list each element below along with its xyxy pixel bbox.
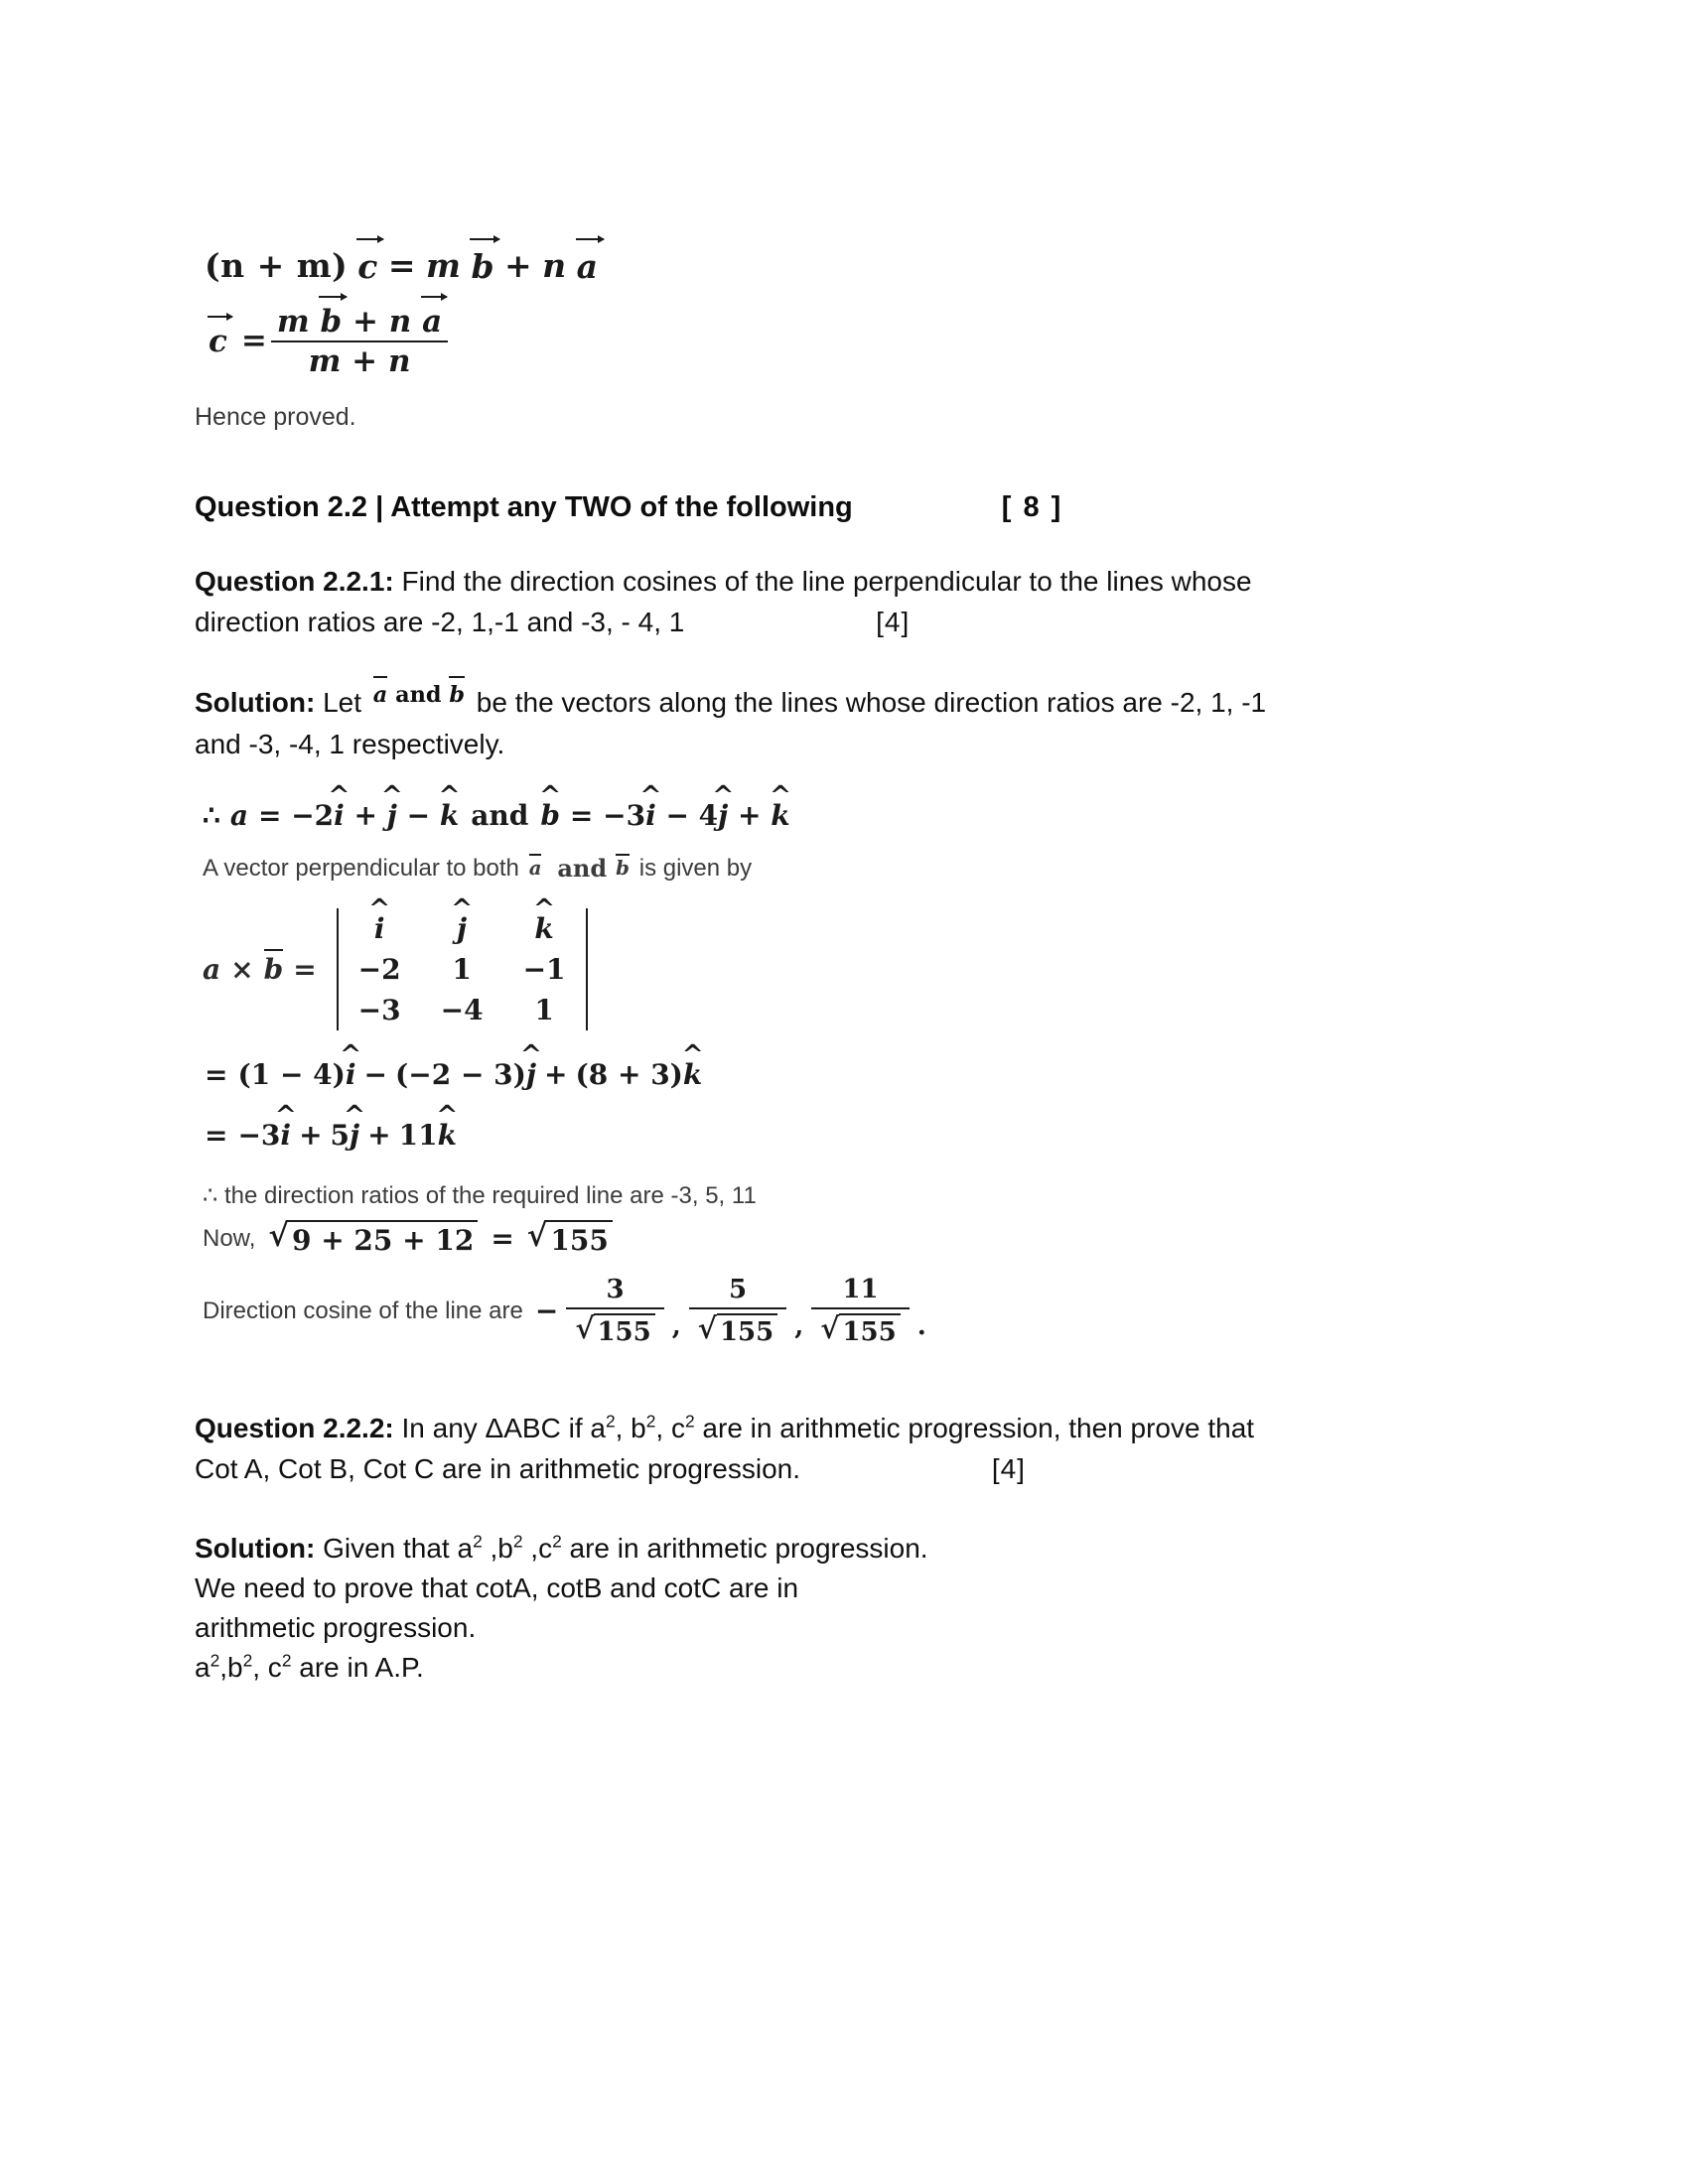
equation2-num-coeff-1: m: [276, 304, 310, 340]
equation2-num-vector-1: b: [320, 304, 343, 340]
expansion1-term2: (−2 − 3)j ^: [395, 1058, 536, 1091]
solution-intro-before: Let: [323, 687, 362, 719]
hence-proved-text: Hence proved.: [195, 403, 356, 431]
perpendicular-statement: [203, 854, 1476, 883]
det-r2-c1: −3: [357, 994, 401, 1027]
sol222-line3: arithmetic progression.: [195, 1611, 477, 1643]
question-2-2-1-block: [195, 562, 1476, 642]
equation2-num-coeff-2: n: [388, 304, 412, 340]
sol222-line4-d: are in A.P.: [291, 1651, 424, 1683]
sqrt-left: [268, 1220, 478, 1257]
question-2-2-title: Question 2.2 | Attempt any TWO of the following: [195, 491, 853, 523]
det-r1-c3: −1: [522, 953, 566, 987]
dc-num-2: 5: [728, 1275, 748, 1305]
perp-text-before: A vector perpendicular to both: [203, 854, 519, 882]
sqrt-arg: 9 + 25 + 12: [289, 1220, 478, 1257]
question-2-2-2-text-a: In any ΔABC if a: [401, 1413, 606, 1444]
sol222-line1-a: Given that a: [323, 1533, 474, 1565]
perp-vector-a: a: [528, 857, 542, 881]
sol222-line2: We need to prove that cotA, cotB and cotC are in: [195, 1572, 799, 1604]
sol222-sup-3: 2: [552, 1532, 562, 1553]
det-r2-c3: 1: [534, 994, 554, 1027]
vector-a-label: a: [229, 799, 248, 833]
equation2-num-plus: +: [352, 304, 378, 340]
equation2-fraction: [271, 305, 448, 377]
therefore-symbol: ∴: [203, 799, 220, 833]
direction-cosine-values: [535, 1275, 930, 1347]
question-2-2-1-text-line1: Find the direction cosines of the line perpendicular to the lines whose: [401, 566, 1252, 597]
sol222-line4-c: , c: [252, 1651, 282, 1683]
question-2-2-2-text-line2: Cot A, Cot B, Cot C are in arithmetic progression.: [195, 1452, 801, 1484]
expansion1-minus: −: [363, 1058, 387, 1092]
equation-proof-line-2: [209, 305, 1476, 377]
cross-product-determinant: [203, 908, 1476, 1030]
direction-cosine-text: Direction cosine of the line are: [203, 1297, 523, 1324]
cross-product-label: a × b =: [203, 953, 317, 987]
sqrt-glyph-2: √: [526, 1218, 548, 1255]
sqrt-glyph-1: √: [268, 1218, 289, 1255]
direction-ratios-result: ∴ the direction ratios of the required line are -3, 5, 11: [203, 1182, 757, 1210]
worked-solution-2-2-1: [195, 799, 1476, 1347]
perp-and: and: [557, 854, 608, 884]
question-2-2-2-text-d: are in arithmetic progression, then prove that: [694, 1413, 1255, 1444]
det-r2-c2: −4: [440, 994, 484, 1027]
sol222-line1-b: ,b: [482, 1533, 513, 1565]
dc-den-2: √ 155: [689, 1309, 786, 1347]
equation1-rhs-vector-2: a: [576, 247, 599, 286]
equation2-num-vector-2: a: [422, 304, 443, 340]
sqrt-right: [527, 1220, 613, 1257]
equation-proof-line-1: [205, 246, 1476, 286]
expansion2-j-term: 5j ^: [331, 1119, 360, 1152]
perp-text-after: is given by: [638, 854, 753, 882]
solution-2-2-2-label: Solution:: [195, 1533, 316, 1565]
question-2-2-2-marks: [4]: [991, 1452, 1026, 1484]
determinant-row-1: [339, 949, 586, 990]
expansion2-plus-2: +: [367, 1119, 391, 1153]
expansion1-term1: (1 − 4)i ^: [237, 1058, 355, 1091]
equation1-lhs-vector: c: [357, 247, 378, 286]
dc-fraction-3: [811, 1275, 909, 1347]
vector-b-value: = −3i ^ − 4j ^ + k ^: [570, 799, 790, 832]
determinant-header-row: [339, 908, 586, 949]
dc-num-1: 3: [606, 1275, 625, 1305]
direction-cosine-line: [203, 1275, 1476, 1347]
expansion-line-2: [205, 1119, 1476, 1152]
dc-fraction-2: [689, 1275, 786, 1347]
expansion1-term3: (8 + 3)k ^: [576, 1058, 703, 1091]
det-head-i: i ^: [339, 908, 421, 949]
dc-fraction-1: [566, 1275, 663, 1347]
q222-sup-a: 2: [605, 1411, 616, 1432]
expansion2-k-term: 11k ^: [399, 1119, 457, 1152]
sol222-line4-b: ,b: [219, 1651, 243, 1683]
solution-intro-line2: and -3, -4, 1 respectively.: [195, 729, 505, 760]
solution-inline-vectors: a and b: [373, 682, 465, 708]
expansion2-equals: =: [205, 1119, 228, 1153]
sqrt-expression: [265, 1220, 616, 1257]
det-r1-c1: −2: [357, 953, 401, 987]
dc-den-3: √ 155: [811, 1309, 909, 1347]
question-2-2-2-text-c: , c: [655, 1413, 685, 1444]
vector-a-value: = −2i ^ + j ^ − k ^: [258, 799, 459, 832]
q222-sup-c: 2: [684, 1411, 695, 1432]
equation1-equals: =: [387, 246, 417, 285]
det-head-k: k ^: [503, 908, 586, 949]
dc-period: .: [916, 1311, 926, 1342]
sol222-sup-4: 2: [210, 1650, 220, 1671]
question-2-2-heading: [195, 491, 1476, 524]
sol222-sup-5: 2: [242, 1650, 253, 1671]
equation2-numerator: [271, 305, 448, 341]
determinant-right-bar: [586, 908, 588, 1030]
expansion2-plus-1: +: [299, 1119, 323, 1153]
dc-den-1: √ 155: [566, 1309, 663, 1347]
question-2-2-marks: [ 8 ]: [1001, 491, 1063, 523]
vector-b-label: b ^: [540, 799, 560, 832]
equation2-equals: =: [240, 323, 267, 358]
expansion1-equals: =: [205, 1058, 228, 1092]
page-content: [195, 248, 1476, 1687]
dc-minus: −: [534, 1295, 559, 1328]
dc-comma-1: ,: [671, 1311, 681, 1342]
dc-num-3: 11: [842, 1275, 879, 1305]
equation1-rhs-vector-1: b: [471, 247, 495, 286]
q222-sup-b: 2: [645, 1411, 656, 1432]
equation2-lhs-vector: c: [209, 324, 227, 359]
solution-2-2-1-intro: [195, 682, 1476, 765]
sqrt-equals: =: [491, 1222, 514, 1256]
sqrt-line: [203, 1220, 1476, 1257]
sol222-sup-6: 2: [281, 1650, 292, 1671]
sol222-line1-c: ,c: [522, 1533, 553, 1565]
expansion-line-1: [205, 1058, 1476, 1091]
now-label: Now,: [203, 1224, 256, 1252]
question-2-2-2-block: [195, 1409, 1476, 1489]
equation1-rhs-coeff-1: m: [426, 246, 462, 285]
perp-vector-b: b: [616, 857, 630, 881]
expansion1-plus: +: [544, 1058, 568, 1092]
equation1-plus: +: [504, 246, 533, 285]
sol222-line1-d: are in arithmetic progression.: [561, 1533, 928, 1565]
vector-definitions-line: [203, 799, 1476, 832]
question-2-2-1-text-line2: direction ratios are -2, 1,-1 and -3, - 4, 1: [195, 606, 685, 637]
sqrt-result: 155: [547, 1220, 612, 1257]
determinant-table: [339, 908, 586, 1030]
det-head-j: j ^: [421, 908, 503, 949]
question-2-2-2-label: Question 2.2.2:: [195, 1413, 394, 1444]
solution-2-2-1-label: Solution:: [195, 687, 316, 719]
dc-comma-2: ,: [794, 1311, 804, 1342]
question-2-2-1-marks: [4]: [876, 606, 911, 637]
sol222-sup-2: 2: [512, 1532, 523, 1553]
expansion2-i-term: −3i ^: [237, 1119, 291, 1152]
sol222-line4-a: a: [195, 1651, 211, 1683]
solution-2-2-2-block: [195, 1529, 1476, 1687]
question-2-2-2-text-b: , b: [615, 1413, 646, 1444]
solution-intro-after: be the vectors along the lines whose direction ratios are -2, 1, -1: [476, 687, 1267, 719]
equation1-lhs-coeff: (n + m): [205, 246, 349, 285]
det-r1-c2: 1: [452, 953, 472, 987]
determinant-row-2: [339, 990, 586, 1030]
sol222-sup-1: 2: [473, 1532, 483, 1553]
equation1-rhs-coeff-2: n: [542, 246, 567, 285]
equation2-denominator: m + n: [308, 343, 411, 379]
determinant-matrix: [337, 908, 588, 1030]
vector-def-and: and: [471, 799, 529, 833]
question-2-2-1-label: Question 2.2.1:: [195, 566, 394, 597]
